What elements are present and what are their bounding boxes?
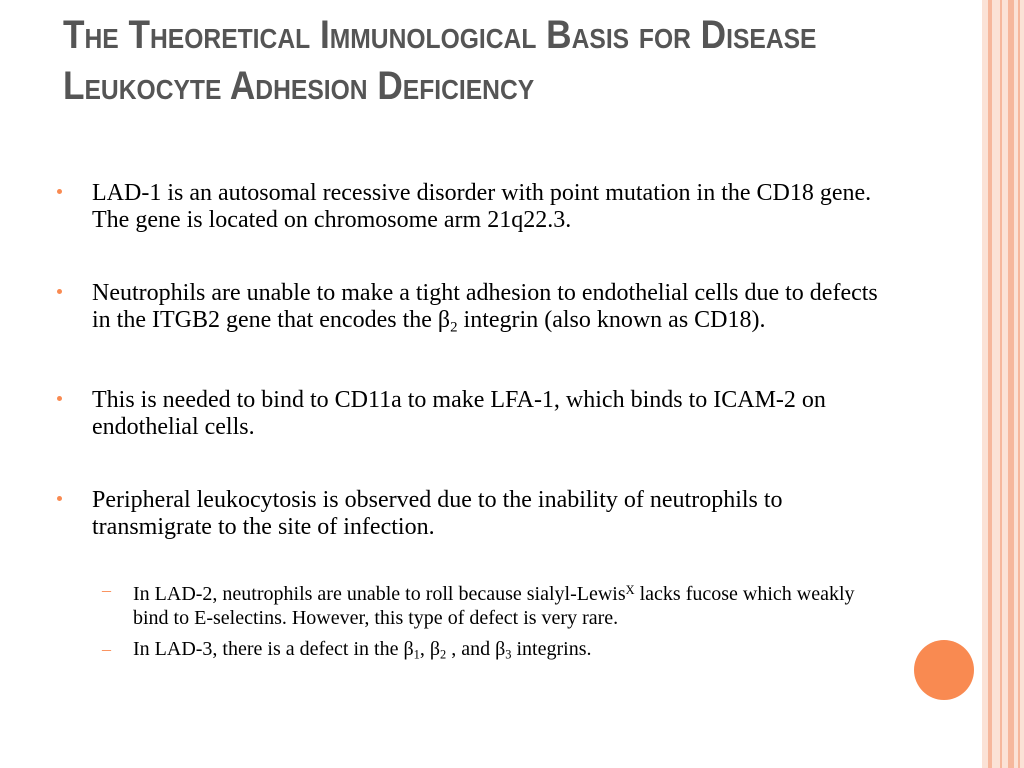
bullet-text: LAD-1 is an autosomal recessive disorder with point mutation in the CD18 gene. The gene is located on chromosome arm 21q22.3.	[92, 180, 872, 233]
bullet-dot-icon	[57, 496, 62, 501]
bullet-text: Peripheral leukocytosis is observed due to the inability of neutrophils to transmigrate to the site of infection.	[92, 487, 783, 541]
bullet-dot-icon	[57, 396, 62, 401]
subscript: 2	[440, 647, 447, 662]
sub-bullet-item	[102, 637, 893, 667]
subscript: 2	[450, 319, 458, 336]
sub-bullet-text: integrins.	[511, 637, 592, 660]
bullet-list	[57, 180, 887, 666]
decorative-stripe	[1000, 0, 1002, 768]
subscript: 3	[505, 647, 512, 662]
sub-bullet-text: , and β	[446, 637, 506, 660]
sub-bullet-item	[102, 579, 893, 629]
bullet-dot-icon	[57, 189, 62, 194]
superscript: X	[625, 583, 635, 598]
decorative-stripe	[988, 0, 992, 768]
decorative-stripe	[1008, 0, 1014, 768]
decorative-stripe	[1018, 0, 1020, 768]
subscript: 1	[413, 647, 420, 662]
bullet-item	[57, 487, 887, 541]
sub-bullet-text: In LAD-3, there is a defect in the β	[133, 637, 414, 660]
bullet-text: This is needed to bind to CD11a to make LFA-1, which binds to ICAM-2 on endothelial cells.	[92, 387, 826, 441]
decorative-circle	[914, 640, 974, 700]
bullet-dot-icon	[57, 289, 62, 294]
sub-bullet-text: , β	[419, 637, 441, 660]
bullet-item	[57, 280, 887, 341]
sub-bullet-container	[57, 579, 887, 666]
sub-bullet-text: In LAD-2, neutrophils are unable to roll because sialyl-Lewis	[133, 583, 626, 606]
slide-title: The Theoretical Immunological Basis for Disease Leukocyte Adhesion Deficiency	[63, 13, 817, 108]
dash-icon: –	[102, 580, 111, 601]
dash-icon: –	[102, 638, 111, 659]
sub-bullet-text: lacks fucose which weakly bind to E-selectins. However, this type of defect is very rare.	[133, 583, 855, 629]
bullet-item	[57, 180, 887, 234]
bullet-text: Neutrophils are unable to make a tight adhesion to endothelial cells due to defects in the ITGB2 gene that encodes the β	[92, 280, 878, 333]
bullet-item	[57, 387, 887, 441]
bullet-text: integrin (also known as CD18).	[457, 307, 766, 333]
sub-bullet-list	[102, 579, 893, 666]
